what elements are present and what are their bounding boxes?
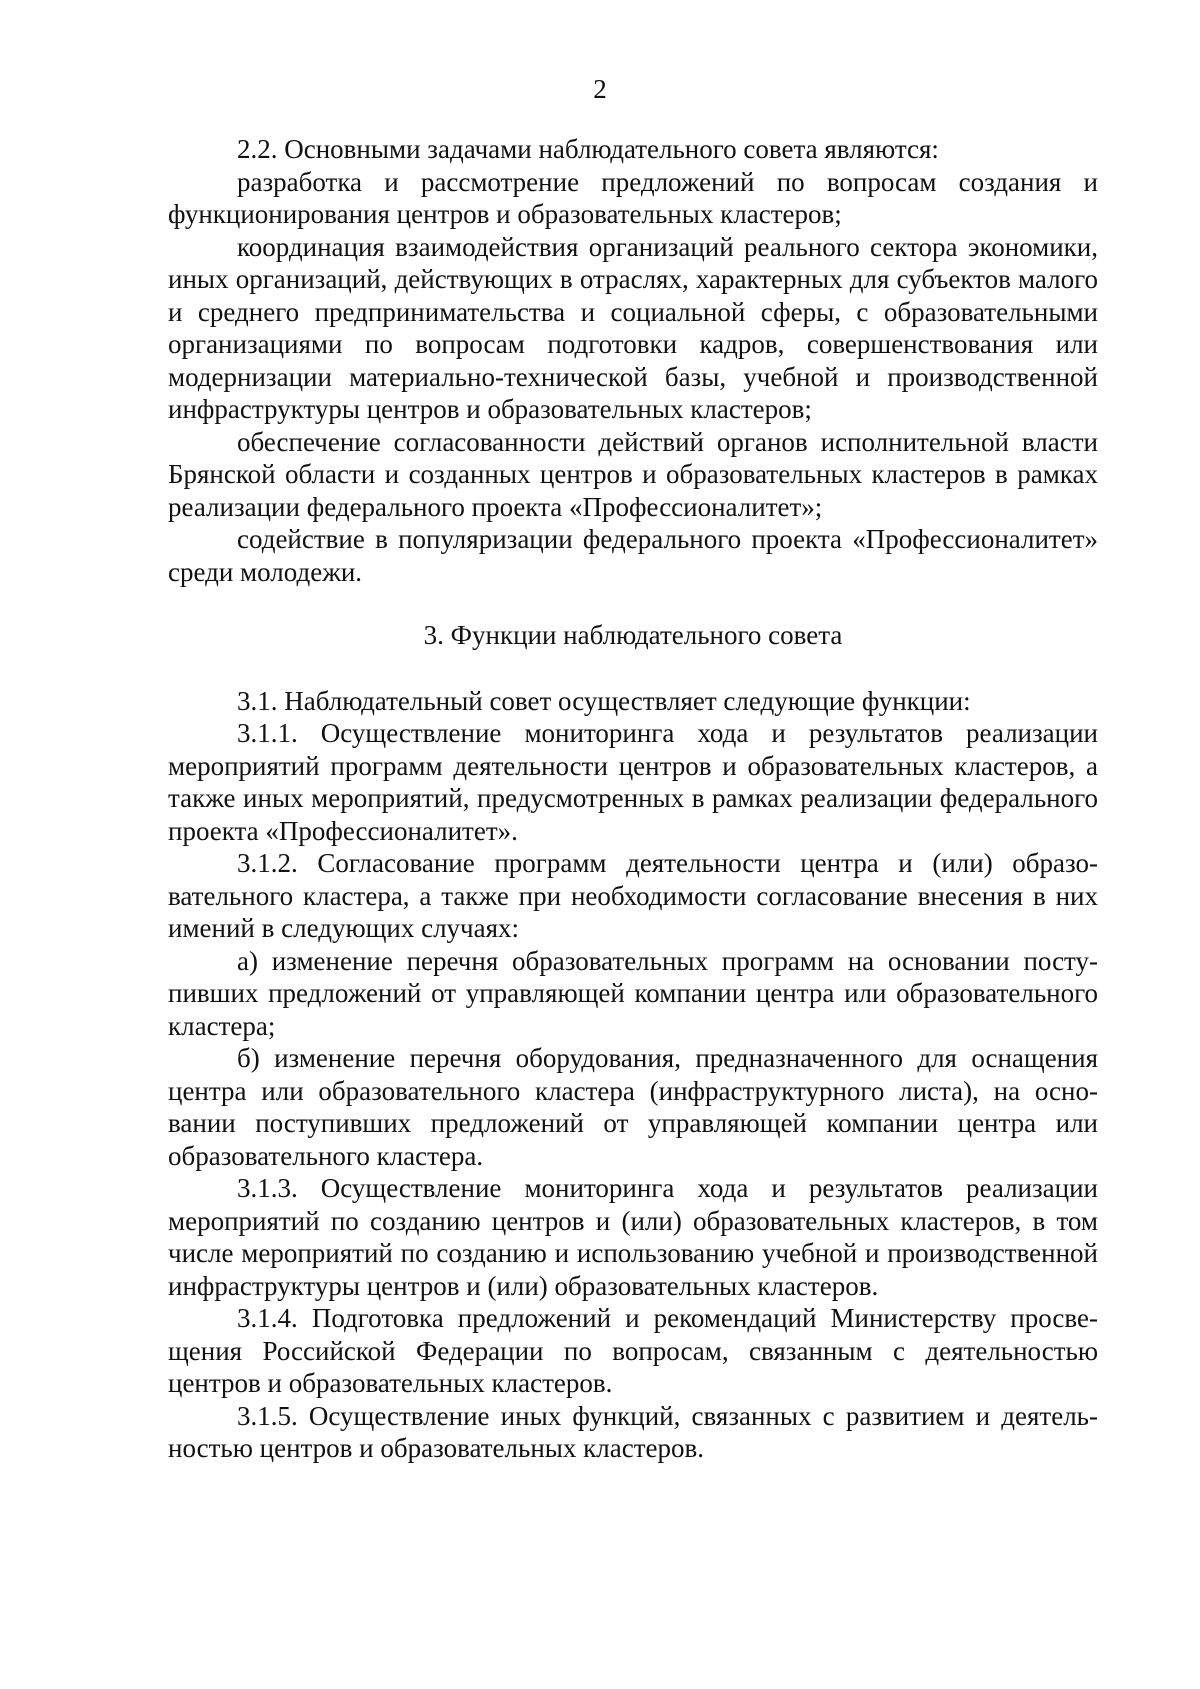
- document-body: [168, 133, 1098, 1465]
- function-subitem-b: б) изменение перечня оборудования, предназначенного для оснащения центра или образовательного кластера (инфраструктурного листа), на основании поступивших предложений от управляющей компании центра или образовательного кластера.: [168, 1043, 1098, 1171]
- function-item-3-1-1: 3.1.1. Осуществление мониторинга хода и результатов реализации мероприятий программ деятельности центров и образовательных кластеров, а также иных мероприятий, предусмотренных в рамках реализации федерального проекта «Профессионалитет».: [168, 718, 1098, 846]
- task-item-3: обеспечение согласованности действий органов исполнительной власти Брянской области и созданных центров и образовательных кластеров в рамках реализации федерального проекта «Профессионалитет»;: [168, 426, 1098, 522]
- section-3-heading: 3. Функции наблюдательного совета: [423, 620, 843, 650]
- function-item-3-1-4: 3.1.4. Подготовка предложений и рекомендаций Министерству просвещения Российской Федерации по вопросам, связанным с деятельностью центров и образовательных кластеров.: [168, 1303, 1098, 1398]
- function-subitem-a: а) изменение перечня образовательных программ на основании поступивших предложений от управляющей компании центра или образовательного кластера;: [168, 945, 1098, 1041]
- section-3-1-intro: 3.1. Наблюдательный совет осуществляет следующие функции:: [237, 685, 971, 716]
- function-item-3-1-3: 3.1.3. Осуществление мониторинга хода и результатов реализации мероприятий по созданию центров и (или) образовательных кластеров, в том числе мероприятий по созданию и использованию учебной и производственной инфраструктуры центров и (или) образовательных кластеров.: [168, 1173, 1098, 1301]
- function-item-3-1-2: 3.1.2. Согласование программ деятельности центра и (или) образовательного кластера, а также при необходимости согласование внесения в них имений в следующих случаях:: [168, 848, 1098, 943]
- function-item-3-1-5: 3.1.5. Осуществление иных функций, связанных с развитием и деятельностью центров и образовательных кластеров.: [168, 1400, 1098, 1463]
- section-2-2-intro: 2.2. Основными задачами наблюдательного совета являются:: [237, 134, 939, 164]
- task-item-4: содействие в популяризации федерального проекта «Профессионалитет» среди молодежи.: [168, 524, 1098, 587]
- page-number: 2: [593, 74, 607, 104]
- task-item-2: координация взаимодействия организаций реального сектора экономики, иных организаций, действующих в отраслях, характерных для субъектов малого и среднего предпринимательства и социальной сферы, с образовательными организациями по вопросам подготовки кадров, совершенствования или модернизации материально-технической базы, учебной и производственной инфраструктуры центров и образовательных кластеров;: [168, 231, 1098, 424]
- task-item-1: разработка и рассмотрение предложений по вопросам создания и функционирования центров и образовательных кластеров;: [168, 166, 1098, 229]
